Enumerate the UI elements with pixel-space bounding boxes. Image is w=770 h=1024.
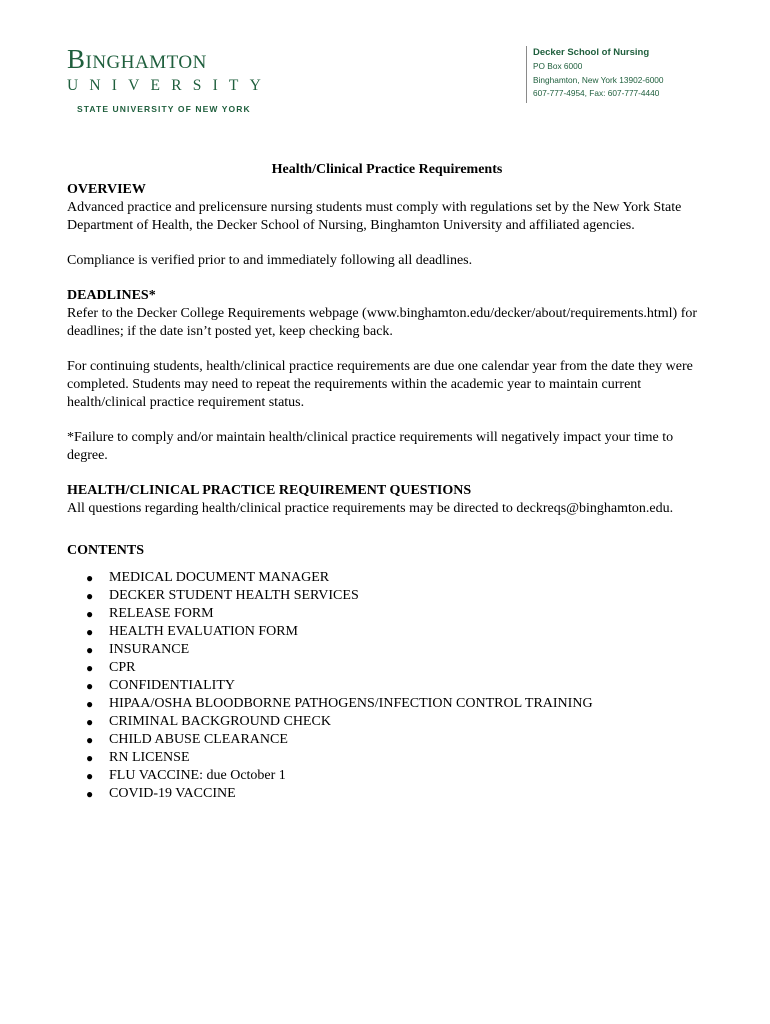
bullet-icon: ● [86, 697, 94, 711]
university-logo [67, 44, 272, 114]
logo-university: UNIVERSITY [67, 77, 272, 94]
letterhead-address [526, 46, 664, 103]
address-phone: 607-777-4954, Fax: 607-777-4440 [533, 88, 660, 98]
bullet-icon: ● [86, 733, 94, 747]
list-item-label: MEDICAL DOCUMENT MANAGER [109, 570, 330, 585]
list-item-label: FLU VACCINE: due October 1 [109, 768, 286, 783]
questions-heading: HEALTH/CLINICAL PRACTICE REQUIREMENT QUESTIONS [67, 483, 472, 498]
list-item [67, 605, 707, 623]
list-item-label: DECKER STUDENT HEALTH SERVICES [109, 588, 359, 603]
questions-paragraph: All questions regarding health/clinical practice requirements may be directed to deckreqs@binghamton.edu. [67, 501, 674, 516]
list-item-label: CPR [109, 660, 136, 675]
bullet-icon: ● [86, 679, 94, 693]
address-line: PO Box 6000 [533, 61, 583, 71]
bullet-icon: ● [86, 715, 94, 729]
overview-paragraph: Advanced practice and prelicensure nursing students must comply with regulations set by the New York State Department of Health, the Decker School of Nursing, Binghamton University and affiliated agencies. [67, 200, 682, 233]
list-item-label: COVID-19 VACCINE [109, 786, 236, 801]
list-item [67, 767, 707, 785]
list-item [67, 677, 707, 695]
bullet-icon: ● [86, 607, 94, 621]
deadlines-paragraph: For continuing students, health/clinical practice requirements are due one calendar year from the date they were completed. Students may need to repeat the requirements within the academic year to maintain current health/clinical practice requirement status. [67, 359, 693, 410]
bullet-icon: ● [86, 571, 94, 585]
list-item-label: RN LICENSE [109, 750, 190, 765]
list-item-label: HEALTH EVALUATION FORM [109, 624, 299, 639]
list-item-label: CONFIDENTIALITY [109, 678, 235, 693]
list-item [67, 587, 707, 605]
logo-name: Binghamton [67, 44, 207, 74]
school-name: Decker School of Nursing [533, 47, 650, 58]
overview-heading: OVERVIEW [67, 182, 146, 197]
list-item-label: CRIMINAL BACKGROUND CHECK [109, 714, 331, 729]
list-item [67, 785, 707, 803]
address-line: Binghamton, New York 13902-6000 [533, 74, 664, 85]
bullet-icon: ● [86, 751, 94, 765]
list-item [67, 695, 707, 713]
bullet-icon: ● [86, 787, 94, 801]
bullet-icon: ● [86, 643, 94, 657]
list-item [67, 641, 707, 659]
deadlines-heading: DEADLINES* [67, 288, 156, 303]
logo-tagline: STATE UNIVERSITY OF NEW YORK [77, 104, 251, 114]
document-title: Health/Clinical Practice Requirements [271, 162, 503, 177]
bullet-icon: ● [86, 589, 94, 603]
list-item [67, 731, 707, 749]
list-item [67, 569, 707, 587]
list-item-label: RELEASE FORM [109, 606, 214, 621]
list-item [67, 623, 707, 641]
list-item-label: INSURANCE [109, 642, 190, 657]
deadlines-paragraph: Refer to the Decker College Requirements webpage (www.binghamton.edu/decker/about/requirements.html) for deadlines; if the date isn’t posted yet, keep checking back. [67, 306, 698, 339]
list-item [67, 713, 707, 731]
list-item-label: HIPAA/OSHA BLOODBORNE PATHOGENS/INFECTION CONTROL TRAINING [109, 696, 593, 711]
overview-paragraph: Compliance is verified prior to and immediately following all deadlines. [67, 253, 473, 268]
contents-list [67, 569, 707, 803]
contents-heading: CONTENTS [67, 543, 145, 558]
document-body [67, 159, 707, 803]
deadlines-note: *Failure to comply and/or maintain health/clinical practice requirements will negatively impact your time to degree. [67, 430, 674, 463]
list-item-label: CHILD ABUSE CLEARANCE [109, 732, 288, 747]
bullet-icon: ● [86, 661, 94, 675]
list-item [67, 749, 707, 767]
bullet-icon: ● [86, 625, 94, 639]
bullet-icon: ● [86, 769, 94, 783]
list-item [67, 659, 707, 677]
